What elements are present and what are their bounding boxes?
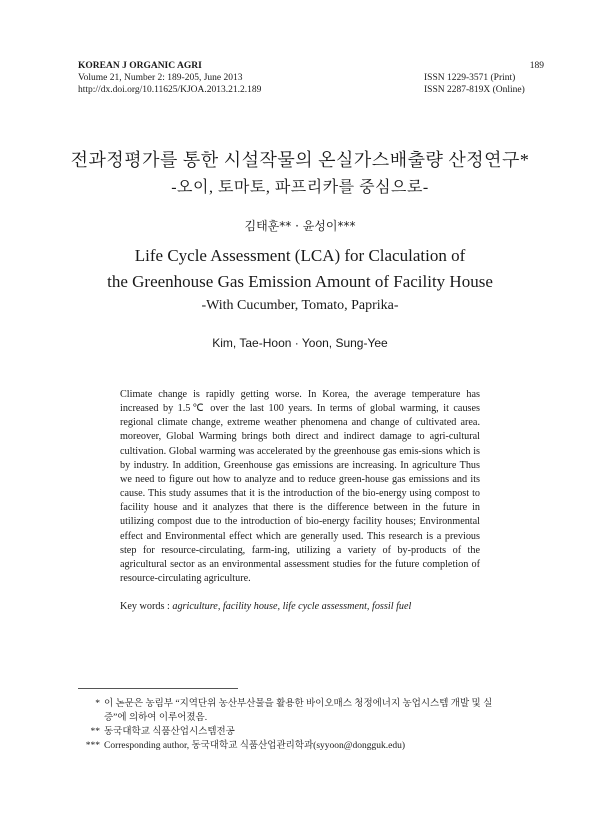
footnote-corresponding: [78, 739, 538, 753]
journal-name: KOREAN J ORGANIC AGRI: [78, 61, 202, 71]
footnote-divider: [78, 688, 238, 689]
keywords-values: agriculture, facility house, life cycle assessment, fossil fuel: [172, 601, 412, 612]
footnote-text: Corresponding author, 동국대학교 식품산업관리학과(syyoon@dongguk.edu): [104, 741, 406, 751]
keywords-label: Key words :: [120, 601, 170, 612]
footnote-mark: ***: [85, 741, 100, 751]
abstract-text: Climate change is rapidly getting worse. In Korea, the average temperature has increased by 1.5℃ over the last 100 years. In terms of global warming, it causes regional climate change, extreme weather phenomena and change of cultivated area. moreover, Global Warming brings both direct and indirect damage to agri-cultural cultivation. Global warming was accelerated by the greenhouse gas emis-sions which is by industry. In addition, Greenhouse gas emissions are increasing. In agriculture Thus we need to figure out how to analyze and to reduce green-house gas emissions and its cause. This study assumes that it is the introduction of the bio-energy using compost to facility house and it analyzes that there is the difference between in the future in utilizing compost due to the introduction of bio-energy facility houses; Environmental effect and Environmental effect which are generally used. This research is a previous step for resource-circulating, farm-ing, utilizing a variety of by-products of the agricultural sector as an environmental assessment studies for the future completion of resource-circulating agriculture.: [120, 389, 480, 585]
title-english-line2: the Greenhouse Gas Emission Amount of Facility House: [107, 272, 493, 291]
subtitle-english: -With Cucumber, Tomato, Paprika-: [201, 298, 399, 313]
volume-info: Volume 21, Number 2: 189-205, June 2013: [78, 73, 243, 83]
footnote-mark: **: [90, 727, 100, 737]
authors-korean: 김태훈** · 윤성이***: [244, 219, 356, 233]
issn-online: ISSN 2287-819X (Online): [424, 85, 525, 95]
footnotes: [78, 697, 538, 753]
footnote-text: 이 논문은 농림부 “지역단위 농산부산물을 활용한 바이오매스 청정에너지 농업시스템 개발 및 실: [104, 699, 493, 709]
issn-print: ISSN 1229-3571 (Print): [424, 73, 516, 83]
title-korean: 전과정평가를 통한 시설작물의 온실가스배출량 산정연구*: [70, 150, 530, 170]
page-number: 189: [529, 61, 544, 71]
issn-block: [424, 60, 544, 96]
footnote-affiliation: [78, 725, 538, 739]
journal-header: [78, 60, 378, 96]
authors-english: Kim, Tae-Hoon · Yoon, Sung-Yee: [212, 336, 388, 350]
doi-link[interactable]: http://dx.doi.org/10.11625/KJOA.2013.21.2.189: [78, 85, 262, 95]
footnote-funding: [78, 697, 538, 711]
footnote-mark: *: [95, 699, 100, 709]
title-english-line1: Life Cycle Assessment (LCA) for Claculation of: [134, 246, 466, 265]
subtitle-korean: -오이, 토마토, 파프리카를 중심으로-: [171, 179, 429, 196]
keywords-line: [120, 601, 500, 612]
footnote-text: 동국대학교 식품산업시스템전공: [104, 727, 235, 737]
footnote-funding-cont: 증”에 의하여 이루어졌음.: [104, 713, 208, 723]
